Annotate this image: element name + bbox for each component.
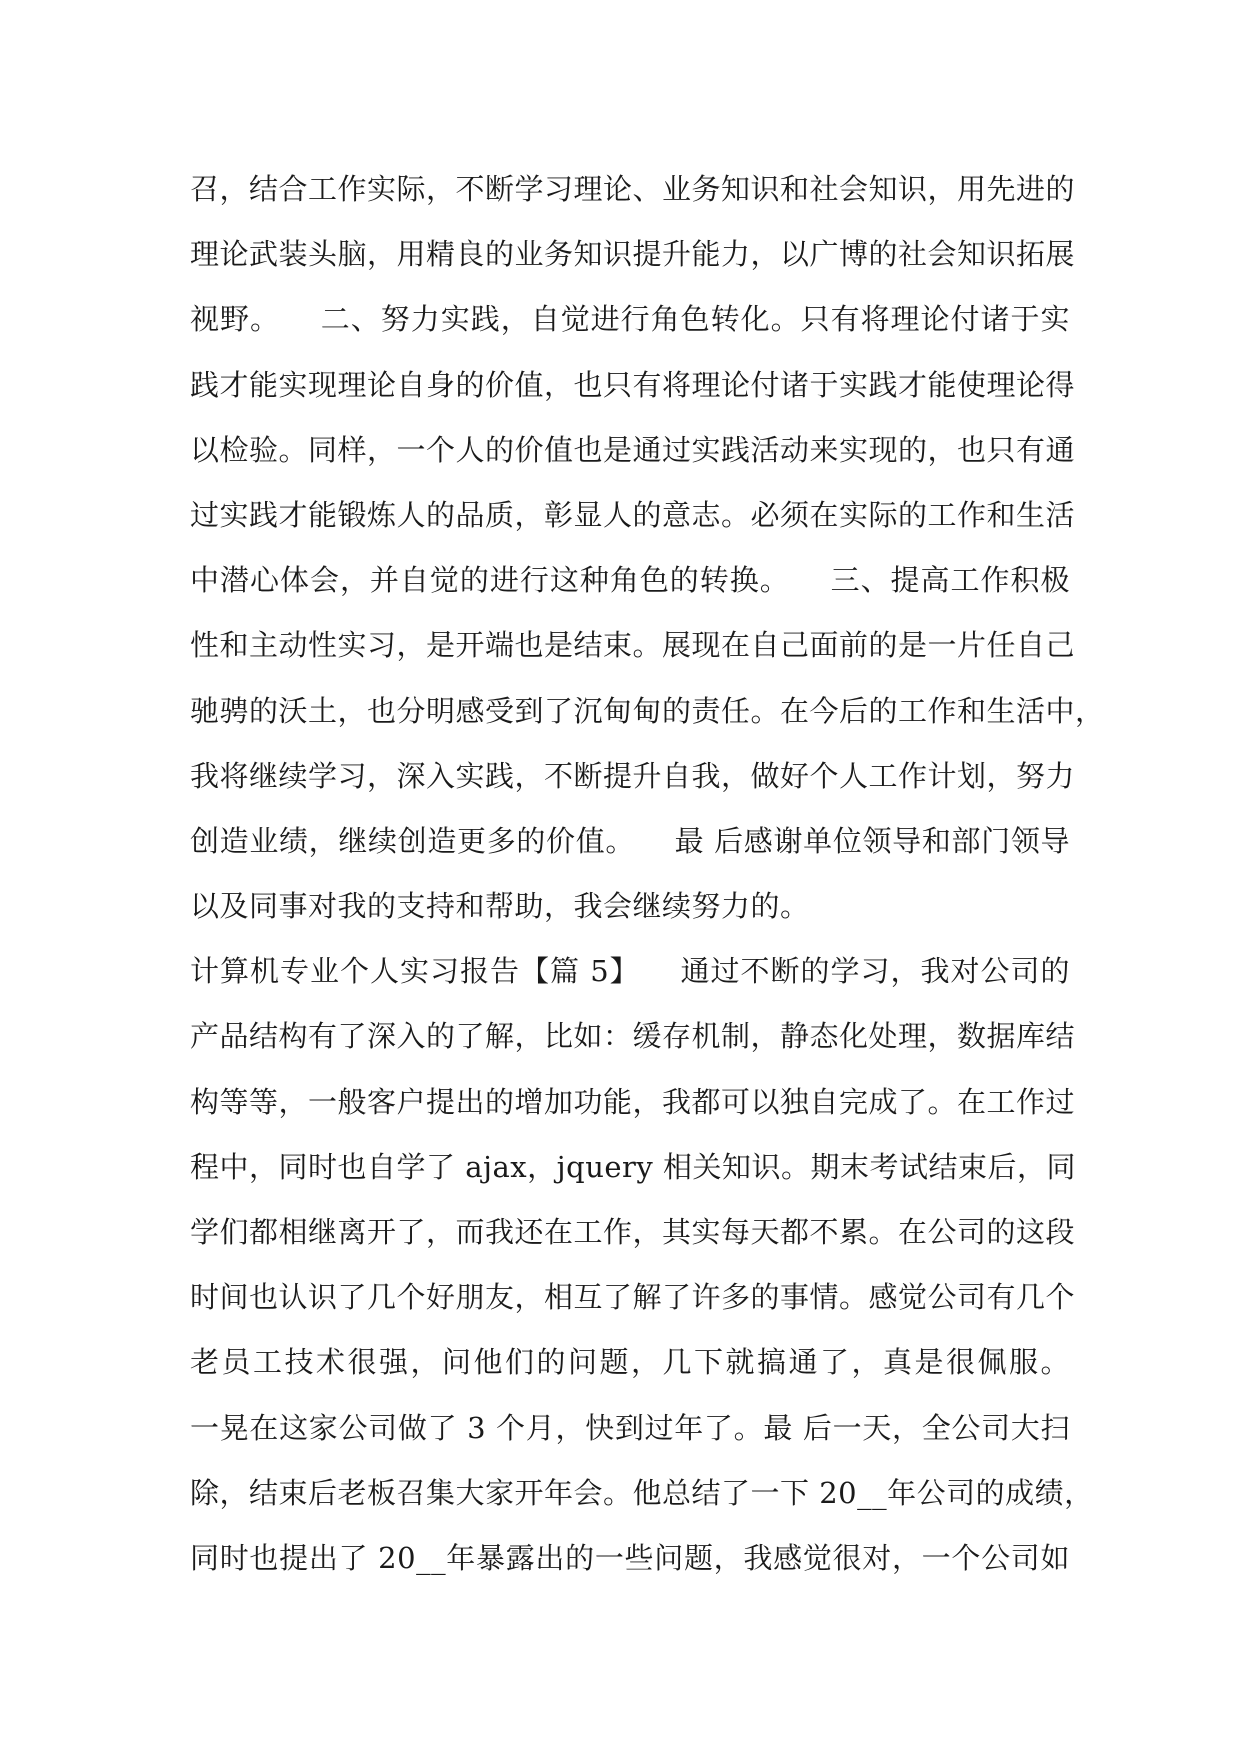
text-line: 召，结合工作实际，不断学习理论、业务知识和社会知识，用先进的 <box>190 172 1076 206</box>
text-line: 产品结构有了深入的了解，比如：缓存机制，静态化处理，数据库结 <box>190 1019 1076 1054</box>
section-heading-line: 计算机专业个人实习报告【篇 5】 通过不断的学习，我对公司的 <box>190 954 1070 989</box>
text-line: 过实践才能锻炼人的品质，彰显人的意志。必须在实际的工作和生活 <box>190 497 1076 532</box>
body-text <box>190 157 1105 1591</box>
text-line: 践才能实现理论自身的价值，也只有将理论付诸于实践才能使理论得 <box>190 367 1076 402</box>
text-line: 以检验。同样，一个人的价值也是通过实践活动来实现的，也只有通 <box>190 432 1076 467</box>
text-line: 时间也认识了几个好朋友，相互了解了许多的事情。感觉公司有几个 <box>190 1280 1076 1315</box>
text-line: 中潜心体会，并自觉的进行这种角色的转换。 三、提高工作积极 <box>190 563 1070 598</box>
text-line: 以及同事对我的支持和帮助，我会继续努力的。 <box>190 889 810 924</box>
text-line: 除，结束后老板召集大家开年会。他总结了一下 20__年公司的成绩， <box>190 1475 1094 1510</box>
text-line: 理论武装头脑，用精良的业务知识提升能力，以广博的社会知识拓展 <box>190 237 1076 272</box>
text-line: 一晃在这家公司做了 3 个月，快到过年了。最 后一天，全公司大扫 <box>190 1410 1070 1445</box>
text-line: 我将继续学习，深入实践，不断提升自我，做好个人工作计划，努力 <box>190 758 1076 793</box>
text-line: 创造业绩，继续创造更多的价值。 最 后感谢单位领导和部门领导 <box>190 823 1070 858</box>
text-line: 构等等，一般客户提出的增加功能，我都可以独自完成了。在工作过 <box>190 1084 1076 1119</box>
text-line: 程中，同时也自学了 ajax，jquery 相关知识。期末考试结束后，同 <box>190 1149 1077 1184</box>
text-line: 驰骋的沃土，也分明感受到了沉甸甸的责任。在今后的工作和生活中， <box>190 693 1105 728</box>
text-line: 学们都相继离开了，而我还在工作，其实每天都不累。在公司的这段 <box>190 1215 1076 1249</box>
text-line: 同时也提出了 20__年暴露出的一些问题，我感觉很对，一个公司如 <box>190 1540 1070 1575</box>
text-line: 视野。 二、努力实践，自觉进行角色转化。只有将理论付诸于实 <box>190 302 1070 337</box>
text-line: 性和主动性实习，是开端也是结束。展现在自己面前的是一片任自己 <box>190 628 1076 663</box>
text-line: 老员工技术很强，问他们的问题，几下就搞通了，真是很佩服。 <box>190 1345 1070 1380</box>
